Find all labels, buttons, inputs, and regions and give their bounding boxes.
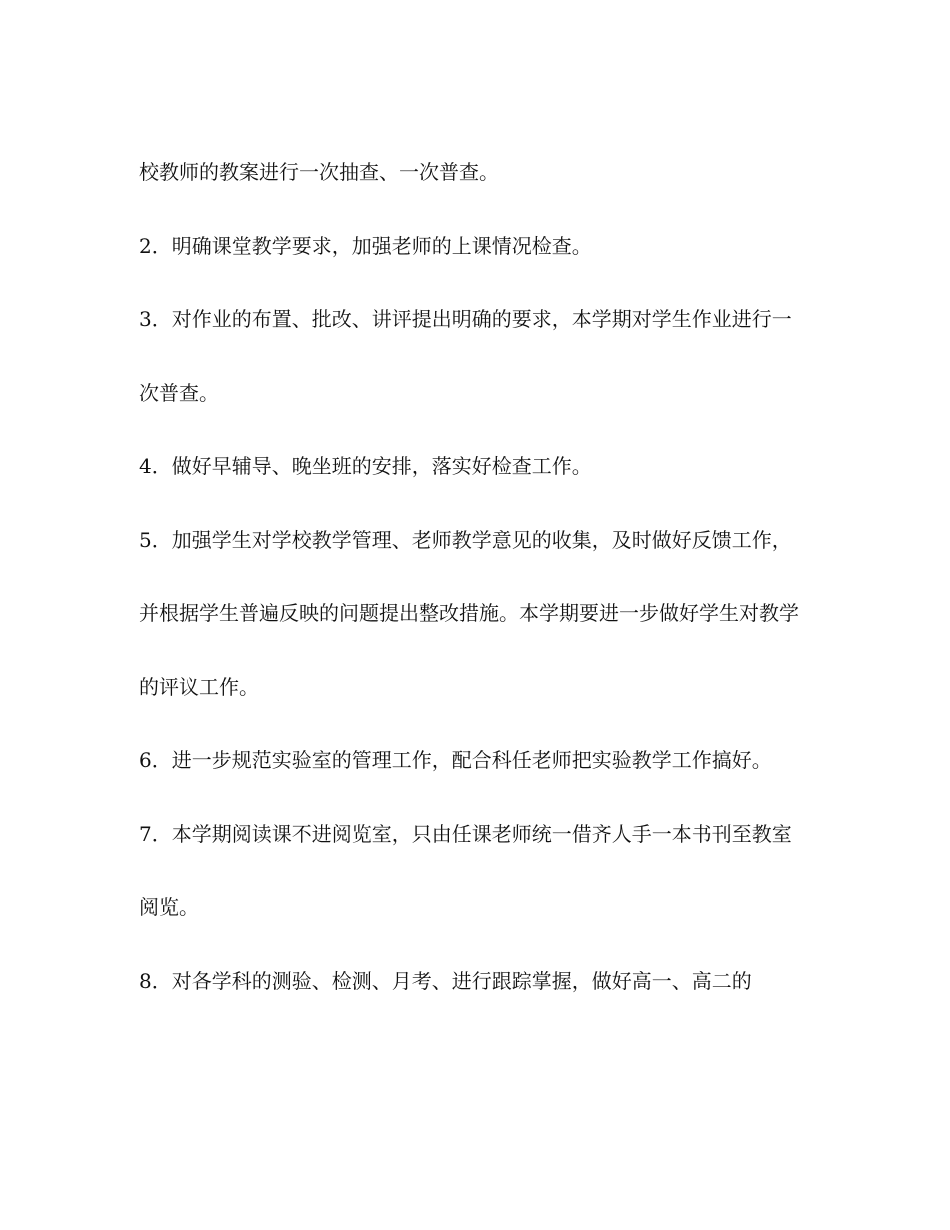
paragraph-item-4: 4．做好早辅导、晚坐班的安排，落实好检查工作。	[139, 454, 592, 478]
paragraph-item-5: 5．加强学生对学校教学管理、老师教学意见的收集，及时做好反馈工作，并根据学生普遍反映的问题提出整改措施。本学期要进一步做好学生对教学的评议工作。	[139, 527, 799, 699]
document-body	[139, 136, 809, 1018]
paragraph-item-3: 3．对作业的布置、批改、讲评提出明确的要求，本学期对学生作业进行一次普查。	[139, 307, 792, 405]
paragraph-item-2: 2．明确课堂教学要求，加强老师的上课情况检查。	[139, 233, 592, 258]
paragraph-item-6: 6．进一步规范实验室的管理工作，配合科任老师把实验教学工作搞好。	[139, 748, 772, 772]
paragraph-item-8: 8．对各学科的测验、检测、月考、进行跟踪掌握，做好高一、高二的	[139, 968, 752, 993]
paragraph-continuation: 校教师的教案进行一次抽查、一次普查。	[139, 160, 499, 184]
paragraph-item-7: 7．本学期阅读课不进阅览室，只由任课老师统一借齐人手一本书刊至教室阅览。	[139, 821, 792, 919]
